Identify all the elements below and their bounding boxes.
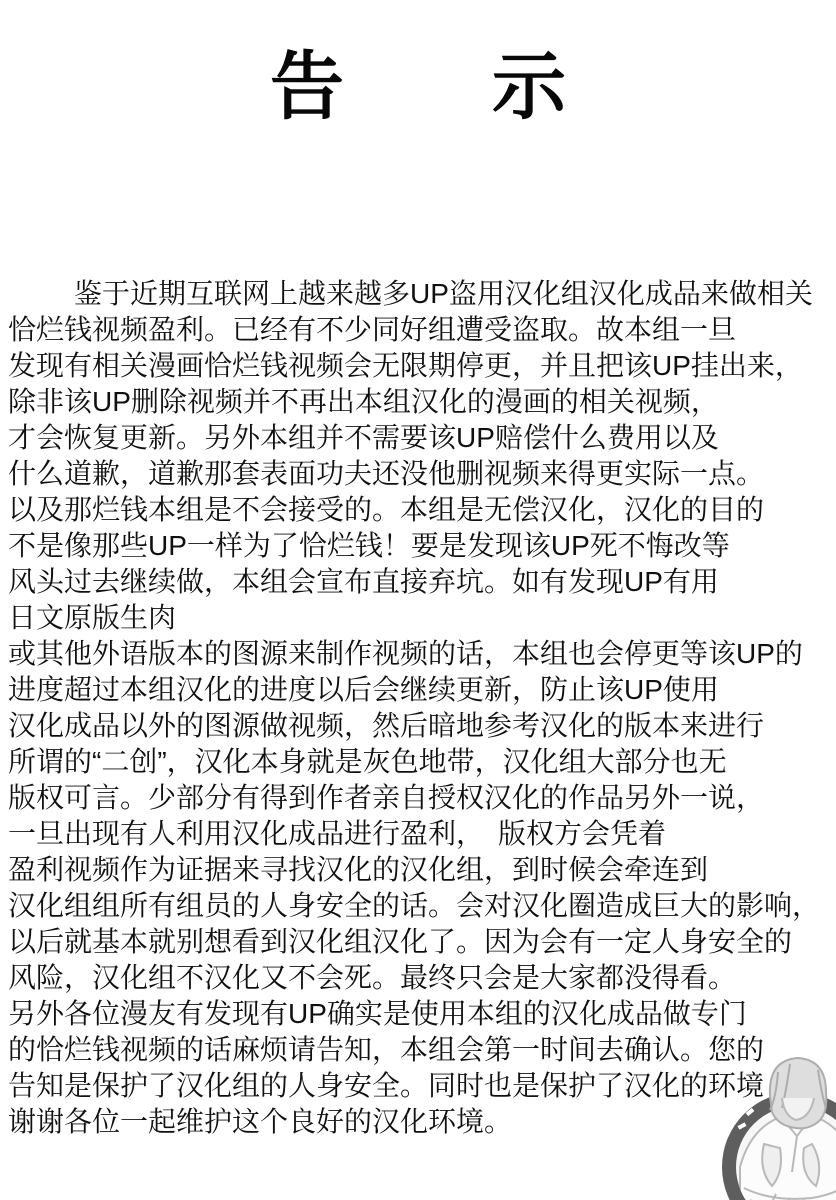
- notice-title: [0, 44, 836, 130]
- body-line: 什么道歉，道歉那套表面功夫还没他删视频来得更实际一点。: [8, 458, 765, 489]
- body-line: 盈利视频作为证据来寻找汉化的汉化组，到时候会牵连到: [8, 854, 709, 885]
- body-line: 版权可言。少部分有得到作者亲自授权汉化的作品另外一说，: [8, 782, 765, 813]
- body-line: 恰烂钱视频盈利。已经有不少同好组遭受盗取。故本组一旦: [8, 314, 737, 345]
- body-line: 才会恢复更新。另外本组并不需要该UP赔偿什么费用以及: [8, 422, 719, 453]
- body-line: 另外各位漫友有发现有UP确实是使用本组的汉化成品做专门: [8, 998, 747, 1029]
- body-line: 所谓的“二创”，汉化本身就是灰色地带，汉化组大部分也无: [8, 746, 727, 777]
- body-line: 汉化成品以外的图源做视频，然后暗地参考汉化的版本来进行: [8, 710, 765, 741]
- body-line: 鉴于近期互联网上越来越多UP盗用汉化组汉化成品来做相关: [74, 278, 813, 309]
- body-line: 汉化组组所有组员的人身安全的话。会对汉化圈造成巨大的影响，: [8, 890, 821, 921]
- body-line: 风头过去继续做，本组会宣布直接弃坑。如有发现UP有用: [8, 566, 719, 597]
- body-line: 谢谢各位一起维护这个良好的汉化环境。: [8, 1106, 513, 1137]
- body-line: 不是像那些UP一样为了恰烂钱！要是发现该UP死不悔改等: [8, 530, 730, 561]
- body-line: 风险，汉化组不汉化又不会死。最终只会是大家都没得看。: [8, 962, 737, 993]
- body-line: 告知是保护了汉化组的人身安全。同时也是保护了汉化的环境: [8, 1070, 765, 1101]
- body-line: 日文原版生肉: [8, 602, 177, 633]
- body-line: 以后就基本就别想看到汉化组汉化了。因为会有一定人身安全的: [8, 926, 793, 957]
- body-line: 进度超过本组汉化的进度以后会继续更新，防止该UP使用: [8, 674, 719, 705]
- body-line: 的恰烂钱视频的话麻烦请告知，本组会第一时间去确认。您的: [8, 1034, 765, 1065]
- body-line: 发现有相关漫画恰烂钱视频会无限期停更，并且把该UP挂出来，: [8, 350, 803, 381]
- title-char: 告: [270, 45, 344, 128]
- body-line: 以及那烂钱本组是不会接受的。本组是无偿汉化，汉化的目的: [8, 494, 765, 525]
- body-line: 或其他外语版本的图源来制作视频的话，本组也会停更等该UP的: [8, 638, 803, 669]
- body-line: 除非该UP删除视频并不再出本组汉化的漫画的相关视频，: [8, 386, 719, 417]
- title-char: 示: [492, 45, 566, 128]
- body-line: 一旦出现有人利用汉化成品进行盈利， 版权方会凭着: [8, 818, 667, 849]
- notice-body: [8, 276, 830, 1140]
